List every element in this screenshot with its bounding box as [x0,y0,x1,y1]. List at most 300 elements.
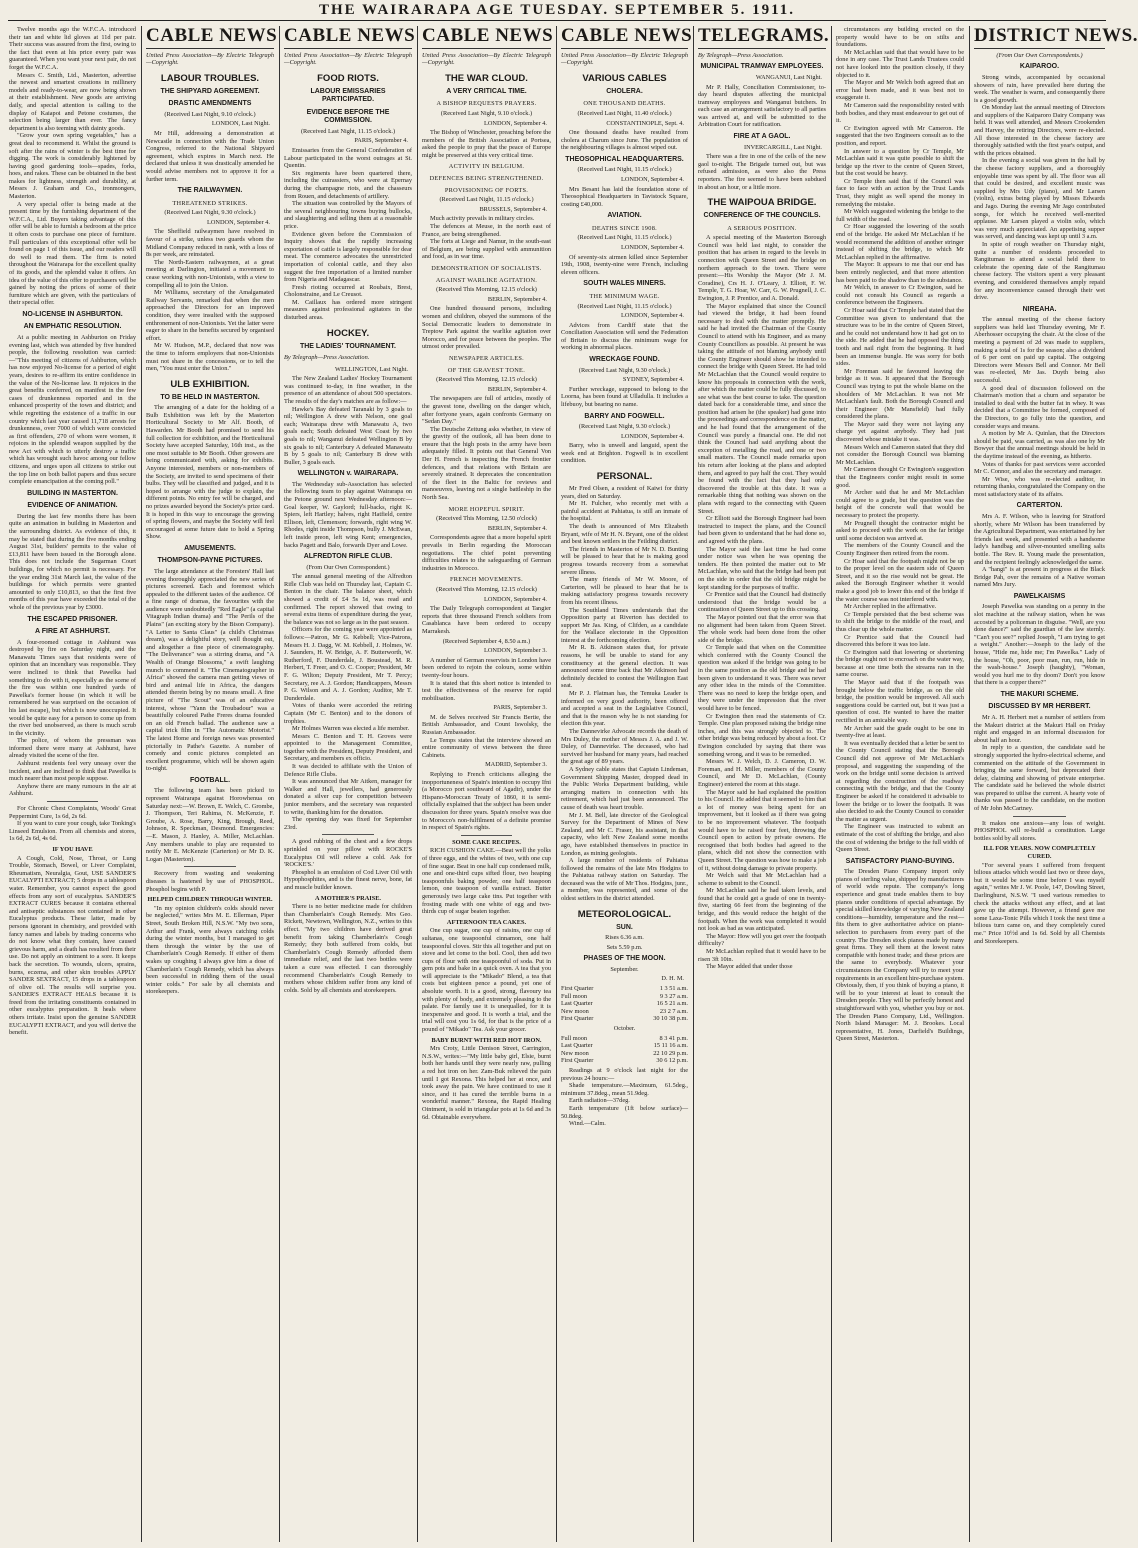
headline: CARTERTON. [1016,502,1063,510]
paragraph: One hundred thousand persons, including women and children, obeyed the summons of the Social Democratic leaders to demonstrate in Treptow Park against the warlike agitation over Morocco, and for peace between the peoples. The utmost order prevailed. [422,305,551,351]
headline: THE RAILWAYMEN. [177,187,243,195]
paragraph: Mr Archer said the grade ought to be one in twenty-five at least. [836,724,964,740]
paragraph: Mr P. Hally, Conciliation Commissioner, to-day heard disputes affecting the municipal tramway employees and Wanganui butchers. In each case an arrangement satisfactory to all parties was arrived at, and will be submitted to the Arbitration Court for ratification. [698,83,826,129]
subheadline: CONFERENCE OF THE COUNCILS. [703,212,821,220]
headline: PHASES OF THE MOON. [583,955,666,963]
paragraph: Mr H. Fulcher, who recently met with a painful accident at Pahiatua, is still an inmate of the hospital. [561,500,688,523]
paragraph: The Mayor pointed out that the error was that no alignment had been taken from Queen Street. The whole work had been done from the other side of the bridge. [698,613,826,644]
headline: FOOTBALL. [189,776,231,784]
headline: LABOUR TROUBLES. [160,72,260,84]
dateline: LONDON, September 4. [621,175,684,183]
dateline: WANGANUI, Last Night. [755,73,822,81]
subheadline: THREATENED STRIKES. [172,199,248,207]
headline: THE MAKURI SCHEME. [1000,690,1079,698]
dateline: LONDON, September 4. [621,432,684,440]
paragraph: Emissaries from the General Confederation of Labour participated in the worst outrages at St. Quentin. [284,147,412,170]
paragraph: The Dresden Piano Company import only pianos of sterling value, shipped by manufacturers of world wide repute. The company's long experience and great trade enables them to buy pianos under conditions of special advantage. By special skilled knowledge of varying New Zealand conditions—humidity, temperature and the rest—fits them to give authoritative advice on piano-selection to purchasers from every part of the country. The Dresden stock pianos made by many great firms. They sell them at the lowest rates compatible with honest trade; and these prices are the same to everybody. Whatever your circumstances the Company will try to meet your requirements in an excellent hire-purchase system. Obviously, then, if you think of buying a piano, it will be to your interest at least to consult the Dresden people. They will be perfectly honest and straightforward with you, whether you buy or not. The Dresden Piano Company, Ltd., Wellington. North Island Manager: M. J. Brookes. Local representative, H. Jones, Darfield's Buildings, Queen Street, Masterton. [836,868,964,1043]
received-line: (Received This Morning, 12.15 o'clock) [436,376,537,384]
headline: THE WAIPOUA BRIDGE. [707,197,817,209]
paragraph: The Mayor and Mr Welch both agreed that an error had been made, and it was best not to exaggerate it. [836,79,964,102]
paragraph: Cr Temple then said that if the Council was face to face with an action by the Trust Lands Trust, they might as well spend the money in remedying the mistake. [836,177,964,208]
subheadline: THOMPSON-PAYNE PICTURES. [157,557,263,565]
paragraph: Shade temperature.—Maximum, 61.5deg., minimum 37.8deg., mean 51.9deg. [561,1082,688,1097]
paragraph: Votes of thanks for past services were accorded Mr C. Connor, and also the secretary and manager. [974,460,1105,476]
paragraph: During the last few months there has been quite an animation in building in Masterton and the surrounding district. As evidence of this, it may be stated that during the five months ending August 31st, builders' permits to the value of £13,811 have been issued in the Borough alone. This does not include the Sugarman Court buildings, for which no permit is necessary. For the year ending 31st March last, the value of the buildings for which permits were granted amounted to only £10,813, so that the first five months of this year have exceeded the total of the whole of the previous year by £3000. [9,512,136,611]
paragraph: A large number of residents of Pahiatua followed the remains of the late Mrs Hodgins to the Pahiatua railway station on Saturday. The deceased was the wife of Mr Thos. Hodgins, junr., a member, was represented, and some of the oldest settlers in the district attended. [561,857,688,903]
moon-phase-time: 15 11 16 a.m. [653,1042,688,1050]
paragraph: The Mayor said he had explained the position to his Council. He added that it seemed to him that a lot of money was being spent for an improvement, but it looked as if there was going to be no improvement whatever. The footpath would have to be raised four feet, throwing the Council open to action by private owners. He recognised that both bodies had agreed to the plans, which did not show the connection with Queen Street. The question was how to make a job of it, without doing damage to private property. [698,788,826,872]
paragraph: Mr Cameron said the responsibility rested with both bodies, and they must endeavour to get out of it. [836,101,964,125]
received-line: (Received Last Night, 11.40 o'clock.) [577,109,672,117]
advertisement: A Cough, Cold, Nose, Throat, or Lung Trouble, Stomach, Bowel, or Liver Complaint, Rheumatism, Neuralgia, Gout, USE SANDER'S EUCALYPTI EXTRACT; 5 drops in a tablespoon water. Remember, you cannot expect the good effects from any sort of eucalyptus. SANDER'S EXTRACT CURES because it contains ethereal and antiseptic substances not contained in other Eucalyptus products. These latter, made by persons ignorant in chemistry, and provided with fancy names and labels by trading concerns who do not know what they contain, have caused grievous harm, and a death has resulted from their use. Do not apply an ointment to a sore. It keeps back the secretion. To wounds, ulcers, sprains, burns, eczema, and other skin troubles APPLY SANDER SEXTRACT, 15 drops in a tablespoon of olive oil. The results will surprise you. SANDER'S EXTRACT HEALS because it is freed from the irritating constituents contained in other eucalyptus preparation. It heals where others irritate. Insist upon the genuine SANDER EUCALYPTI EXTRACT, and you will derive the benefit. [9,854,136,1037]
advertisement: A good rubbing of the chest and a few drops sprinkled on your pillow with ROCKE'S Eucalyptus Oil will relieve a cold. Ask for 'ROCKE'S.' [284,838,412,869]
paragraph: The forts at Liege and Namur, in the south-east of Belgium, are being supplied with ammunition and food, as in war time. [422,238,551,261]
ad-heading: SOME CAKE RECIPES. [452,838,521,846]
paragraph: Replying to French criticisms alleging the inopportuneness of Spain's intention to occupy Ifni (a Morocco port southward of Agadir), under the Hispano-Moroccan Treaty of 1860, it is semi-officially explained that the subject has been under discussion for three years. Spain's resolve was due to Morocco's non-fulfilment of a definite promise in respect of Spain's rights. [422,771,551,832]
dateline: BERLIN, September 4. [487,385,547,393]
moon-phase-row [561,985,688,993]
paragraph: Mr W. Hudson, M.P., declared that now was the time to inform employers that non-Unionists must not share in the concessions, or to tell the men, "You must enter the Union." [146,342,274,373]
headline: SATISFACTORY PIANO-BUYING. [845,857,955,865]
moon-phase-time: 22 10 29 p.m. [653,1049,688,1057]
paragraph: Ashhurst residents feel very uneasy over the incident, and are inclined to think that Pawelka is much nearer than most people suppose. [9,760,136,783]
moon-phase-name: Last Quarter [561,1000,593,1008]
paragraph: It was decided to affiliate with the Union of Defence Rifle Clubs. [284,763,412,778]
paragraph: Mr Williams, secretary of the Amalgamated Railway Servants, remarked that when the men approached the Directors for an improved condition, they were insulted with the supposed enthronement of non-Unionists. Yet the latter were eager to share in the benefits secured by organised effort. [146,289,274,342]
paragraph: The North-Eastern railwaymen, at a great meeting at Darlington, initiated a movement to cease working with non-Unionists, with a view to compelling all to join the Union. [146,258,274,289]
paragraph: The defences at Meuse, in the north east of France, are being strengthened. [422,223,551,238]
received-line: (Received This Morning, 12.15 o'clock) [436,286,537,294]
column-divider [141,26,142,1542]
moon-phase-name: New moon [561,1049,589,1057]
ad-heading: ILL FOR YEARS. NOW COMPLETELY CURED. [983,845,1096,861]
paragraph: Hawke's Bay defeated Taranaki by 3 goals to nil; Wellington A drew with Nelson, one goal each; Wairarapa drew with Manawatu A, two goals each; South defeated West Coast by two goals to nil; Wanganui defeated Wellington B by six goals to nil; Canterbury A defeated Manawatu B by 5 goals to nil; Canterbury B drew with Buller, 3 goals each. [284,405,412,466]
paragraph: Mrs Besant has laid the foundation stone of Theosophical Headquarters in Tavistock Square, costing £40,000. [561,185,688,208]
headline: BARRY AND FOGWELL. [584,412,665,420]
paragraph: The Daily Telegraph correspondent at Tangier reports that three thousand French soldiers from Casablanca have been ordered to occupy Marrakesh. [422,605,551,635]
paragraph: Votes of thanks were accorded the retiring Captain (Mr C. Benton) and to the donors of trophies. [284,702,412,725]
divider [322,834,373,835]
paragraph: Mrs A. F. Wilson, who is leaving for Stratford shortly, where Mr Wilson has been transferred by the Agricultural Department, was entertained by her friends last week, and presented with a handsome lady's handbag and silver-mounted smelling salts bottle. The Rev. R. Young made the presentation, and the recipient feelingly acknowledged the same. [974,512,1105,566]
headline: THE ESCAPED PRISONER. [27,615,118,623]
paragraph: In spite of rough weather on Thursday night, quite a number of residents proceeded to Rangitumau to attend a social held there to celebrate the opening date of the Rangitumau cheese factory. The visitors spent a very pleasant evening, and considered themselves amply repaid for any inconvenience caused through their wet drive. [974,240,1105,302]
moon-phase-row [561,1057,688,1065]
paragraph: Cr Hoar suggested the lowering of the south end of the bridge. He asked Mr McLachlan if he would recommend the addition of another stringer instead of shifting the bridge, to which Mr McLachlan replied in the affirmative. [836,223,964,261]
paragraph: The situation was controlled by the Mayors of the several neighbouring towns buying bullocks, and slaughtering and selling them at a reasonable price. [284,200,412,230]
paragraph: The Mayor said the last time he had come under notice was when he was opening the tenders. He then pointed the matter out to Mr McLachlan, who said that the bridge had been put on the side in order that the old bridge might be kept standing for the purposes of traffic. [698,545,826,591]
section-title: CABLE NEWS [146,26,274,49]
paragraph: In reply to a question, the candidate said he strongly supported the hydro-electrical scheme, and commented on the attitude of the Government in bringing the same forward, but deprecated their delay, claiming and showing of private enterprise. The candidate said he believed the whole district was prepared to utilise the current. A hearty vote of thanks was passed to the candidate, on the motion of Mr John McCartney. [974,744,1105,813]
headline: PERSONAL. [596,471,653,482]
credit-line: By Telegraph—Press Association. [284,354,370,362]
headline: FIRE AT A GAOL. [733,133,791,141]
dateline: LONDON, Last Night. [211,120,270,128]
paragraph: Cr Temple persisted that the best scheme was to shift the bridge to the middle of the road, and thus clear up the whole matter. [836,610,964,633]
headline: ALFREDTON RIFLE CLUB. [303,553,393,561]
moon-phase-name: Full moon [561,992,588,1000]
paragraph: The Engineer was instructed to submit an estimate of the cost of shifting the bridge, and also the cost of widening the bridge to the full width of Queen Street. [836,823,964,854]
headline: FRENCH MOVEMENTS. [450,576,523,584]
paragraph: The opening day was fixed for September 23rd. [284,816,412,831]
paragraph: Mr Hill, addressing a demonstration at Newcastle in connection with the Trade Union Congress, referred to the National Shipyard agreement, which expires in March next. He declared that unless it was drastically amended he would advise members not to approve it for a further term. [146,130,274,183]
paragraph: Mr R. B. Atkinson states that, for private reasons, he will be unable to stand for any constituency at the general election. It was announced some time back that Mr Atkinson had definitely decided to contest the Wellington East seat. [561,644,688,690]
headline: SOUTH WALES MINERS. [583,280,666,288]
paragraph: Mr Welch, in answer to Cr Ewington, said he could not consult his Council as regards a conference between the Engineers. [836,284,964,307]
moon-phase-time: 30 10 38 p.m. [653,1015,688,1023]
paragraph: Mr P. J. Flatman has, the Temuka Leader is informed on very good authority, been offered and accepted a seat in the Legislative Council, and that is the reason why he is not standing for election this year. [561,690,688,728]
credit-line: (From Our Own Correspondent.) [306,563,390,571]
paragraph: Mr Foreman said he favoured leaving the bridge as it was. It appeared that the Borough Council was trying to put the whole blame on the shoulders of Mr McLachlan. It was not Mr McLachlan's fault. Both the Borough Council and their Engineer (Mr Mansfield) had fully considered the plans. [836,367,964,421]
paragraph: The friends in Masterton of Mr N. D. Bunting will be pleased to hear that he is making good progress towards recovery from a somewhat severe illness. [561,545,688,576]
paragraph: Cr Prentice said that the Council had discovered this before it was too late. [836,633,964,649]
moon-phase-name: Full moon [561,1034,588,1042]
dateline: LONDON, September 4. [621,312,684,320]
paragraph: In the evening a social was given in the hall by the cheese factory suppliers, and a thoroughly enjoyable time was spent by all. The floor was all that could be desired, and excellent music was supplied by Mrs Udy (piano), and Mr Larsen (violin), extras being played by Misses Edwards and Jago. During the evening Mr Jago contributed songs, for which he received well-merited applause. Mr Larsen played a violin solo, which was very much appreciated. An appetising supper was served, and dancing was kept up until 3 a.m. [974,157,1105,241]
headline: BUILDING IN MASTERTON. [27,489,118,497]
paragraph: The Sheffield railwaymen have resolved in favour of a strike, unless two guards whom the Midland Company reduced in rank, with a loss of 8s per week, are reinstated. [146,228,274,259]
subheadline: AN EMPHATIC RESOLUTION. [23,323,122,331]
month-label: September. [610,965,639,973]
advertisement: One cup sugar, one cup of raisins, one cup of sultanas, one teaspoonful cinnamon, one half teaspoonful cloves. Stir this all together and put on stove and let come to the boil. Cool, then add two cups of flour with one teaspoonful of soda. Put in gem pots and bake in a quick oven. A tea that you will appreciate is the "Mikado" Blend, a tea that costs but eighteen pence a pound, yet one of absolute worth. It is a good, strong, flavoury tea with plenty of body, and extremely pleasing to the palate. For family use it is unequalled, for it is inexpensive and good. It is worth a trial, and the trial will cost you 1s 6d, for that is the price of a pound of "Mikado" Tea. Ask your grocer. [422,927,551,1034]
subheadline: DISCUSSED BY MR HERBERT. [988,703,1091,711]
subheadline: THE MINIMUM WAGE. [589,292,660,300]
subheadline: DEFENCES BEING STRENGTHENED. [429,175,544,183]
subheadline: AGAINST WARLIKE AGITATION. [435,276,538,284]
column-divider [693,26,694,1542]
headline: HOCKEY. [326,327,370,339]
sun-sets: Sets 5.59 p.m. [606,943,643,951]
paragraph: A number of German reservists in London have been ordered to rejoin the colours, some within twenty-four hours. [422,656,551,679]
advertisement: Phosphol is an emulsion of Cod Liver Oil with Hypophosphites, and is the finest nerve, bone, fat and muscle builder known. [284,868,412,891]
paragraph: The annual meeting of the cheese factory suppliers was held last Thursday evening, Mr F. Aberhosser occupying the chair. At the close of the meeting a payment of 2d was made to suppliers, making a total of 1s for the season; also a dividend of 6 per cent on paid up capital. The outgoing Directors were Messrs Bell and Connor. Mr Bell was re-elected, Mr Jas. Duyth being also successful. [974,316,1105,384]
masthead-rule [8,20,1106,21]
paragraph: A "hangi" is at present in progress at the Black Bridge Pah, over the remains of a Native woman named Mrs Jury. [974,566,1105,589]
moon-table-october [561,1035,688,1065]
dateline: WELLINGTON, Last Night. [335,365,408,373]
moon-phase-time: 1 3 51 a.m. [659,985,688,993]
headline: NO-LICENSE IN ASHBURTON. [22,310,123,318]
paragraph: The Mayor: How will you get over the footpath difficulty? [698,932,826,948]
dateline: LONDON, September 4. [484,595,547,603]
paragraph: Barry, who is unwell and languid, spent the week end at Brighton. Fogwell is in excellent condition. [561,442,688,465]
headline: DEMONSTRATION OF SOCIALISTS. [431,265,542,272]
paragraph: Six regiments have been quartered there, including the cuirassiers, who were at Epernay during the champagne riots, and the chasseurs from Rouen, and detachments of artillery. [284,169,412,200]
moon-phase-row [561,1015,688,1023]
paragraph: Cr Ewington agreed with Mr Cameron. He suggested that the two Engineers consult as to the position, and report. [836,124,964,147]
moon-phase-name: First Quarter [561,1015,594,1023]
paragraph: A Sydney cable states that Captain Lindeman, Government Shipping Master, dropped dead in the Public Works Department building, while arranging matters in connection with his retirement, which had just been announced. The cause of death was heart trouble. [561,765,688,811]
paragraph: In answer to a question by Cr Temple, Mr McLachlan said it was quite possible to shift the bridge up the river to the centre of Queen Street, but the cost would be heavy. [836,147,964,178]
paragraph: The death is announced of Mrs Elizabeth Bryant, wife of Mr H. N. Bryant, one of the oldest and best known settlers in the Feilding district. [561,522,688,546]
received-line: (Received Last Night, 11.15 o'clock.) [300,127,396,135]
headline: PAWELKAISMS [1013,592,1066,600]
dateline: BERLIN, September 4. [487,524,547,532]
column-divider [969,26,970,1542]
paragraph: Strong winds, accompanied by occasional showers of rain, have prevailed here during the week. The weather is warm, and consequently there is a good growth. [974,73,1105,104]
advertisement: RICH CUSHION CAKE.—Beat well the yolks of three eggs, and the whites of two, with one cup of fine sugar. Beat in one half cup condensed milk, one and one-third cups sifted flour, two heaping teaspoonfuls baking powder, one half teaspoon lemon, one teaspoon of vanilla extract. Butter generously two large cake tins. Put together with frosting made with one white of egg and two-thirds cup of sugar beaten together. [422,847,551,916]
dateline: LONDON, September 4. [484,119,547,127]
moon-phase-row [561,993,688,1001]
paragraph: Mr Holmes Warren was elected a life member. [292,725,410,733]
received-line: (Received Last Night, 9.30 o'clock.) [578,366,671,374]
paragraph: The Dannevirke Advocate records the death of Mrs Duley, the mother of Messrs J. A. and J. W. Duley, of Dannevirke. The deceased, who had survived her husband for many years, had reached the great age of 89 years. [561,728,688,766]
subheadline: EVIDENCE OF ANIMATION. [27,502,118,510]
paragraph: The members of the County Council and the County Engineer then retired from the room. [836,542,964,557]
credit-line: By Telegraph—Press Association. [698,52,784,59]
column-8 [974,25,1138,1542]
dateline: BRUSSELS, September 4. [479,205,547,213]
headline: AVIATION. [607,212,642,220]
paragraph: Mr Wise, who was re-elected auditor, in returning thanks, congratulated the Company on the most satisfactory state of its affairs. [974,475,1105,498]
moon-phase-time: 23 2 7 a.m. [659,1007,688,1015]
paragraph: One thousand deaths have resulted from cholera at Charum since June. The population of the neighbouring villages is almost wiped out. [561,129,688,152]
headline: MUNICIPAL TRAMWAY EMPLOYEES. [700,63,824,71]
paragraph: The annual general meeting of the Alfredton Rifle Club was held on Thursday last, Captain C. Benton in the chair. The balance sheet, which showed a credit of £4 5s 1d, was read and confirmed. The report showed that owing to several extra items of expenditure during the year, the balance was not so large as in the past season. [284,573,412,626]
moon-phase-row [561,1035,688,1043]
paragraph: It was announced that Mr Aitken, manager for Walker and Hall, jewellers, had generously donated a silver cup for competition between junior members, and the secretary was requested to write, thanking him for the donation. [284,778,412,816]
column-2 [146,25,278,1542]
paragraph: A motion by Mr A. Quinlan, that the Directors should be paid, was carried, as was also one by Mr Bowyer that the annual meetings should be held in the daytime instead of the evening, as hitherto. [974,430,1105,460]
paragraph: The Bishop of Winchester, preaching before the members of the British Association at Portsea, asked the people to pray that the peace of Europe might be preserved at this very critical time. [422,129,551,159]
received-line: (Received Last Night, 9.10 o'clock.) [164,110,256,118]
ad-heading: A MOTHER'S PRAISE. [315,894,381,902]
table-header: D. H. M. [661,975,684,983]
received-line: (Received This Morning, 12.15 o'clock) [436,585,537,593]
column-divider [279,26,280,1542]
advertisement: Recovery from wasting and weakening diseases is hastened by use of PHOSPHOL. Phosphol begins with P. [146,870,274,893]
moon-phase-name: First Quarter [561,1057,594,1065]
paragraph: Further wreckage, supposed to belong to the Loorna, has been found at Ulladulla. It includes a lifebuoy, but bearing no name. [561,385,688,408]
subheadline: EVIDENCE BEFORE THE COMMISSION. [306,108,390,125]
paragraph: The Deutsche Zeitung asks whether, in view of the gravity of the outlook, all has been done to ensure that the high posts in the army have been adequately filled. It points out that General Von Der H. French is inspecting the French frontier defences, and that relations with Britain are severely strained. It deprecates the concentration of the fleet in the Baltic for reviews and manoeuvres, leaving not a single battleship in the North Sea. [422,425,551,502]
headline: WRECKAGE FOUND. [589,356,660,364]
paragraph: The many friends of Mr W. Moore, of Carterton, will be pleased to hear that he is making satisfactory progress towards recovery from his recent illness. [561,576,688,606]
paragraph: It was eventually decided that a letter be sent to the County Council stating that the Borough Council did not approve of Mr McLachlan's proposal, and suggesting the suspending of the work on the bridge until some decision is arrived at regarding the construction of the roadway connecting with the bridge, and that the County Engineer be asked if he considered it advisable to lower the bridge or to lower the footpath. It was also decided to ask the County Council to consider the matter as urgent. [836,739,965,823]
paragraph: The Southland Times understands that the Opposition party at Riverton has decided to support Mr Jas. King, of Clifden, as a candidate for the Wallace electorate in the Opposition interest at the forthcoming election. [561,606,688,644]
section-title: DISTRICT NEWS. [974,26,1105,49]
paragraph: The large attendance at the Foresters' Hall last evening thoroughly appreciated the new series of pictures screened. Each and foremost which appealed to the different tastes of the audience. Of a fine range of dramas, the favourites with the audience were undoubtedly "Red Eagle" (a capital Vitagraph Indian drama) and "The Perils of the Plains" (an exciting story by the Bison Company). "A Letter to Santa Claus" (a child's Christmas dream), was a delightful story, well thought out, and altogether a fine piece of cinematography. "The Deliverance" was a stirring drama, and "A Wealth of Orange Blossoms," a swift laughing munch to commend it. "The Cinematographer in Africa" showed the camera man getting views of bird and animal life in Africa, the dangers attended therein being by no means small. A fine picture of "The Scout" was of an educative interest, whose "Yann the Troubadour" was a beautifully coloured Pathe Freres drama founded on an old French ballad. The audience saw a capital trick film in "The Automatic Motorist." The latest Home and foreign news was presented pictorially in Pathe's Gazette. A number of comedy and comic pictures completed an excellent programme, which will be shown again to-night. [146,567,274,773]
received-line: (Received Last Night, 11.15 o'clock.) [577,166,672,174]
section-title: CABLE NEWS [422,26,551,49]
headline: AMUSEMENTS. [184,544,236,552]
received-line: (Received Last Night, 9.30 o'clock.) [164,209,256,217]
headline: THEOSOPHICAL HEADQUARTERS. [565,155,684,163]
paragraph: Cr Prentice said that the Council had distinctly understood that the bridge would be a continuation of Queen Street up to this crossing. [698,591,826,614]
paragraph: Mr Welch suggested widening the bridge to the full width of the road. [836,208,964,223]
paragraph: Cr Ewington said that lowering or shortening the bridge ought not to encroach on the water way, because at one time both the streams ran in the same course. [836,648,964,679]
paragraph: Anyhow there are many rumours in the air at Ashhurst. [9,782,136,798]
received-line: (Received September 4, 8.50 a.m.) [442,637,531,645]
paragraph: Cr Temple said that when on the Committee which conferred with the County Council the question was asked if the bridge was going to be in the same position as the old bridge and he had been given to understand it was. There was never any other idea in the minds of the Committee. There was no need to keep the bridge open, and they were under the impression that the river would have to be fenced. [698,644,826,713]
credit-line: United Press Association—By Electric Telegraph—Copyright. [146,52,274,67]
masthead: THE WAIRARAPA AGE TUESDAY. SEPTEMBER 5. 1911. [318,2,796,18]
headline: ACTIVITY IN BELGIUM. [448,163,525,171]
paragraph: Messrs Welch and Cameron stated that they did not consider the Borough Council was blaming Mr McLachlan. [836,443,964,466]
ad-heading: IF YOU HAVE [52,846,93,853]
headline: FOOD RIOTS. [317,72,379,84]
divider [1013,816,1065,817]
paragraph: Earth temperature (1ft below surface)—50.8deg. [561,1104,688,1120]
paragraph: Evidence given before the Commission of Inquiry shows that the rapidly increasing exportation of cattle is largely responsible for dear meat. The commerce advocates the unrestricted importation of colonial cattle, and they also suggest the free importation of a limited number from Nigeria and Madagascar. [284,230,412,284]
paragraph: There was a fire in one of the cells of the new gaol to-night. The Brigade turned out, but was refused admission, as were also the Press reporters. The fire seemed to have been subdued in about an hour, or a little more. [698,153,826,191]
dateline: MADRID, September 3. [485,761,547,769]
paragraph: Mr McLachlan said he had taken levels, and found that he could get a grade of one in twenty-five, starting 66 feet from the beginning of the bridge, and this would reduce the height of the footpath. When the work was completed it would not look as bad as was anticipated. [698,887,826,933]
section-title: CABLE NEWS [284,26,412,49]
dateline: INVERCARGILL, Last Night. [743,143,822,151]
dateline: LONDON, September 3. [484,647,547,655]
paragraph: A very special offer is being made at the present time by the furnishing department of the W.F.C.A., Ltd. Buyers taking advantage of this offer will be able to furnish a bedroom at the price it often costs to purchase one piece of furniture. Full particulars of this exceptional offer will be found on page 1 of this issue, and our readers will do well to read them. The firm is noted throughout the Wairarapa for the excellent quality of its goods, and the splendid value it offers. An idea of the value of this offer to purchasers will be gained by noting the prices of some of their furniture which are given, with the particulars of their special offer. [9,200,136,307]
dateline: LONDON, September 4. [207,218,270,226]
subheadline: PROVISIONING OF FORTS. [444,186,529,194]
dateline: PARIS, September 4. [354,137,408,145]
paragraph: Mr Prugnell thought the contractor might be asked to proceed with the work on the far bridge until some decision was arrived at. [836,519,964,542]
subheadline: A BISHOP REQUESTS PRAYERS. [436,100,537,108]
paragraph: Advices from Cardiff state that the Conciliation Association will send the Federation of Britain to discuss the minimum wage for working in abnormal places. [561,321,688,352]
paragraph: Mr McLachlan replied that it would have to be risen 3ft 10in. [698,948,826,963]
advertisement: If you want to cure your cough, take Tonking's Linseed Emulsion. From all chemists and stores, 1s 6d, 2s 6d, 4s 6d. [9,820,136,843]
paragraph: The police, of whom the pressman was informed there were many at Ashhurst, have already visited the scene of the fire. [9,737,136,760]
paragraph: A good deal of discussion followed on the Chairman's motion that a churn and separator be installed to deal with the butter fat in whey. It was decided that a Committee be formed, composed of the Directors, to go fully into the question, and consider ways and means. [974,384,1105,430]
received-line: (Received Last Night, 11.15 o'clock.) [577,302,672,310]
paragraph: Readings at 9 o'clock last night for the previous 24 hours:— [561,1066,688,1082]
dateline: SYDNEY, September 4. [622,376,684,384]
column-divider [831,26,832,1542]
credit-line: United Press Association—By Electric Telegraph—Copyright. [422,52,551,67]
paragraph: M. de Selves received Sir Francis Bertie, the British Ambassador, and Count Iswolsky, the Russian Ambassador. [422,713,551,737]
column-1 [9,26,136,1542]
dateline: PARIS, September 3. [493,704,547,712]
paragraph: On Monday last the annual meeting of Directors and suppliers of the Kaiparoro Dairy Company was held. It was well attended, and Messrs Crookenden and Harvey, the retiring Directors, were re-elected. All those interested in the cheese factory are thoroughly satisfied with the first year's output, and with the prices obtained. [974,104,1105,157]
section-title: CABLE NEWS [561,26,688,49]
moon-phase-row [561,1008,688,1016]
paragraph: It is stated that this short notice is intended to test the effectiveness of the reserve for rapid mobilisation. [422,679,551,702]
paragraph: Mr A. H. Herbert met a number of settlers from the Makuri district at the Makuri Hall on Friday night and engaged in an informal discussion for about half an hour. [974,713,1105,744]
paragraph: Cr Hoar said that the footpath might not be up to the proper level on the eastern side of Queen Street, and it so the rise would not be great. He asked the Borough Engineer whether it would make a good job to lower this end of the bridge if the water course was not interfered with. [836,557,964,603]
column-5 [561,25,693,1542]
moon-phase-name: First Quarter [561,985,594,993]
paragraph: Le Temps states that the interview showed an entire community of views between the three Cabinets. [422,736,551,759]
paragraph: Mr McLachlan said that that would have to be done in any case. The Trust Lands Trustees could not have looked into the position closely, if they objected to it. [836,48,964,79]
ad-heading: HELPED CHILDREN THROUGH WINTER. [147,896,273,904]
moon-phase-time: 16 5 21 a.m. [656,1000,688,1008]
moon-phase-time: 30 6 12 p.m. [656,1057,688,1065]
received-line: (Received Last Night, 11.15 o'clock.) [439,196,534,204]
column-7 [836,26,964,1542]
received-line: (Received Last Night, 9.30 o'clock.) [578,423,671,431]
paragraph: Cr Elliott said the Borough Engineer had been instructed to inspect the plans, and the Council had been given to understand that he had done so, and agreed with the plans. [698,515,826,545]
divider [184,866,235,867]
subheadline: ONE THOUSAND DEATHS. [583,100,666,108]
subheadline: THE SHIPYARD AGREEMENT. [160,87,260,95]
paragraph: Messrs C. Smith, Ltd., Masterton, advertise the newest and smartest creations in millinery models and ready-to-wear, are now being shown at their establishment. New goods are arriving daily, and special attention is calling to the display of Kaiapoi and Petone costumes, the selection being larger than ever. The fancy department is also teeming with dainty goods. [9,71,136,132]
subheadline: CHOLERA. [606,87,643,95]
headline: METEOROLOGICAL. [577,908,672,920]
dateline: LONDON, September 4. [621,244,684,252]
paragraph: The Mayor said they were not laying any charge yet against anybody. They had just discovered whose mistake it was. [836,420,964,444]
headline: VARIOUS CABLES [582,72,667,84]
paragraph: Messrs C. Benton and T. H. Groves were appointed to the Management Committee, together with the President, Deputy President, and Secretary, and members ex officio. [284,732,412,763]
subheadline: SUN. [616,923,633,931]
ad-heading: AFTERNOON TEA CAKES. [446,918,527,926]
moon-phase-row [561,1000,688,1008]
column-3 [284,25,416,1542]
advertisement: There is no better medicine made for children than Chamberlain's Cough Remedy. Mrs Geo. Rickett, Newtown, Wellington, N.Z., writes to this effect. "My two children have derived great benefit from taking Chamberlain's Cough Remedy; they both suffered from colds, but Chamberlain's Cough Remedy afforded them immediate relief, and the last two bottles were taken a cure was effected. I can thoroughly recommend Chamberlain's Cough Remedy to mothers whose children suffer from any kind of colds. Sold by all chemists and storekeepers. [284,903,412,994]
divider [461,835,513,836]
paragraph: Much activity prevails in military circles. [430,215,535,223]
moon-phase-time: 9 3 27 a.m. [659,992,688,1000]
paragraph: Wind.—Calm. [569,1120,606,1128]
moon-table-september [561,985,688,1023]
credit-line: United Press Association—By Electric Telegraph—Copyright. [284,52,412,67]
subheadline: A SERIOUS POSITION. [727,224,797,232]
paragraph: The Wednesday sub-Association has selected the following team to play against Wairarapa on the Petone ground next Wednesday afternoon:—Goal keeper, W. Gaylord; full-backs, right K. Spiers, left Hartley; halves, right Hatfield, centre Ellison, left, Clemenson; forwards, right wing W. Rhodes, right inside Thompson, bully J. McEwan, left inside preon, left wing Kent; emergencies, backs Pagett and Balo, forwards Dyer and Lowe. [284,480,412,549]
column-divider [417,26,418,1542]
paragraph: Messrs W. J. Welch, D. J. Cameron, D. W. Foreman, and H. Miller, members of the County Council, and Mr D. McLachlan, (County Engineer) entered the room at this stage. [698,758,826,788]
credit-line: (From Our Own Correspondents.) [996,52,1083,59]
paragraph: Mr Archer replied in the affirmative. [844,603,937,611]
headline: ULB EXHIBITION. [170,378,250,390]
paragraph: The New Zealand Ladies' Hockey Tournament was continued to-day, in fine weather, in the presence of an attendance of about 500 spectators. The results of the day's matches are as follow:— [284,375,412,405]
moon-phase-time: 8 3 41 p.m. [659,1034,688,1042]
paragraph: A special meeting of the Masterton Borough Council was held last night, to consider the position that has arisen in regard to the levels in connection with Queen Street and the bridge on northern approach to the town. There were present:—His Worship the Mayor (Mr J. M. Coradine), Crs H. J. O'Leary, J. Elliott, F. W. Temple, T. G. Hoar, W. Carr, G. W. Prugnell, J. C. Ewington, J. P. Prentice, and A. Donald. [698,234,826,302]
moon-phase-name: Last Quarter [561,1042,593,1050]
paragraph: M. Caillaux has ordered more stringent measures against professional agitators in the disturbed areas. [284,298,412,322]
paragraph: circumstances any building erected on the property would have to be on stilts and foundations. [836,26,964,49]
dateline: BERLIN, September 4. [487,295,547,303]
headline: THE WAR CLOUD. [445,72,528,84]
paragraph: The Mayor explained that since the Council had viewed the bridge, it had been found necessary to deal with the matter promptly. He said he had invited the Chairman of the County Council to attend with his Engineer, and as many County Councillors as possible. At present he was taking the attitude of not blaming anybody until the County Engineer should show he intended to connect the bridge with Queen Street. He had told Mr McLachlan that the Council would require to know his proposals in connection with the work, after which the matter could be fully discussed, to see what was the best course to take. The question dated back for a considerable time, and since the position had arisen he (the speaker) had gone into the proceedings and correspondence on the matter, and he had found that the arrangement of the Council was purely a financial one. He did not think the Council had said anything about the exception of metalling the road, and one or two small matters. The Council made remarks upon his return after looking at the plans and adopted them, and agreed to pay half the cost. They would be found with the fact that they had only discovered the trouble at this date. It was a remarkable thing that nothing was shown on the plans with regard to the connecting with Queen Street. [698,302,826,515]
headline: MORE HOPEFUL SPIRIT. [448,505,525,513]
paragraph: Earth radiation—37deg. [569,1097,630,1105]
paragraph: Cr Ewington then read the statements of Cr. Temple. One plan proposed raising the bridge nine inches, and this was strongly objected to. The other bridge was being reduced by about a foot. Cr Ewington concluded by saying that there was something wrong, and it was to be remedied. [698,712,826,758]
dateline: CONSTANTINOPLE, Sept. 4. [606,119,684,127]
paragraph: Twelve months ago the W.F.C.A. introduced their tan and white lid gloves at 11d per pair. Their success was assured from the first, owing to the fact that even at his price every pair was guaranteed. When you want your next pair, do not forget the W.F.C.A. [9,26,136,71]
paragraph: Mr Cameron thought Cr Ewington's suggestion that the Engineers confer might result in some good. [836,466,964,489]
advertisement: Mrs Croty, Little Denison Street, Carrington, N.S.W., writes:—"My little baby girl, Elsie, burnt both her hands until they were nearly raw, pulling a red hot iron on her. Zam-Buk relieved the pain until I got Rexona. This helped her at once, and took away the pain. We have continued to use it since, and it has cured the terrible burns in a wonderful manner." Rexona, the Rapid Healing Ointment, is sold in triangular pots at 1s 6d and 3s 6d. Obtainable everywhere. [422,1045,551,1121]
subheadline: DRASTIC AMENDMENTS [168,100,252,108]
section-title: TELEGRAMS. [698,26,826,49]
paragraph: "Grow your own spring vegetables," has a great deal to recommend it. Whilst the ground is soft after the rains of winter is the best time for digging. The work is considerably lightened by having good gardening tools—spades, forks, hoes, and rakes. These can be obtained in the best makes for lightness, strength and durability, at Messrs J. Graham and Co., ironmongers, Masterton. [9,132,136,201]
paragraph: The Mayor added that under those [706,963,793,971]
paragraph: The Mayor said that if the footpath was brought below the traffic bridge, as on the old bridge, the position would be improved. All such suggestions could be carried out, but it was just a question of cost. He wanted to have the matter rectified in an amicable way. [836,679,964,725]
moon-phase-name: New moon [561,1007,589,1015]
column-4 [422,25,554,1542]
paragraph: Mr Welch said that Mr McLachlan had a scheme to submit to the Council. [698,872,826,887]
subheadline: A VERY CRITICAL TIME. [446,87,527,95]
paragraph: The following team has been picked to represent Wairarapa against Horowhenua on Saturday next:—W. Brown, E. Welch, C. Grombe, J. Thompson, Teri Rahima, N. McKenzie, F. Groube, A. Rose, Barry, King, Brough, Reed, Johnson, R. Speckman, Desmond. Emergencies:—E. Mason, J. Hanley, A. Miller, McLachlan. Any members unable to play are requested to notify Mr E. McKenzie (Carterton) or Mr D. K. Logan (Masterton). [146,787,274,863]
ad-heading: BABY BURNT WITH RED HOT IRON. [431,1036,542,1044]
paragraph: Mr J. M. Bell, late director of the Geological Survey for the Department of Mines of New Zealand, and Mr C. Fraser, his assistant, in that capacity, who left New Zealand some months ago, have established themselves in practice in London, as mining geologists. [561,811,688,857]
column-divider [556,26,557,1542]
sun-rises: Rises 6.36 a.m. [605,934,644,942]
advertisement: "In my opinion children's colds should never be neglected," writes Mrs M. E. Ellerman, Piper Street, South Broken Hill, N.S.W. "My two sons, Arthur and Frank, were always catching colds during the winter months, but I managed to get them through the winter by the use of Chamberlain's Cough Remedy. If either of them wakes up coughing I always give him a dose of Chamberlain's Cough Remedy, which has always been successful in ridding them of the usual winter colds." For sale by all chemists and storekeepers. [146,904,274,996]
paragraph: The newspapers are full of articles, mostly of the gravest tone, dwelling on the danger which, after fortyone years, again confronts Germany on "Sedan Day." [422,395,551,426]
headline: NEWSPAPER ARTICLES. [448,354,525,362]
subheadline: A FIRE AT ASHHURST. [35,628,110,636]
advertisement: For Chronic Chest Complaints, Woods' Great Peppermint Cure, 1s 6d, 2s 6d. [9,805,136,820]
paragraph: Mr Fred Olsen, a resident of Kaiwi for thirty years, died on Saturday. [561,485,688,500]
moon-phase-row [561,1050,688,1058]
paragraph: Joseph Pawelka was standing on a penny in the slot machine at the railway station, when he was accosted by a policeman in disguise. "Well, are you done dance?" said the guardian of the law sternly. "Can't you see?" replied Joseph, "I am trying to get a weight." Another:—Joseph to the lady of the house, "Hide me, hide me; I'm Pawelka." Lady of the house, "Oh, poor, poor man, run, run, hide in the wash-house." Joseph (haughty), "Woman, would you hurl me to thy doom? Don't you know that there is a copper there?" [974,603,1105,687]
subheadline: OF THE GRAVEST TONE. [447,366,526,374]
paragraph: Correspondents agree that a more hopeful spirit prevails in Berlin regarding the Moroccan negotiations. The chief point preventing difficulties relates to the safeguarding of German industries in Morocco. [422,534,551,572]
received-line: (Received Last Night, 9.10 o'clock.) [440,109,533,117]
moon-phase-row [561,1042,688,1050]
paragraph: Cr Hoar said that Cr Temple had stated that the Committee was given to understand that the structure was to be in the centre of Queen Street, and he could not understand how it had got on to the side. He added that he had opposed the thing tooth and nail right from the beginning. It had been an immense bungle. He was sorry for both sides. [836,306,964,368]
paragraph: At a public meeting in Ashburton on Friday evening last, which was attended by five hundred people, the following resolution was carried:—"This meeting of citizens of Ashburton, which has now enjoyed No-license for a period of eight years, desires to re-affirm its entire confidence in the value of the No-license law. It rejoices in the great benefits conferred, on manifest in the few cases of drunkenness reported and in the enhanced prosperity of the town and district; and while regretting the existence of a traffic in our country which last year caused 11,718 arrests for drunkenness, over 7000 of which were convicted as first offenders, 270 of whom were women, it rejoices in the splendid weapon supplied by the new Act with which to utterly destroy a traffic which has wrought such havoc among our fellow citizens, and urges upon all citizens to strike out the top line on both ballot papers and thus secure complete emancipation at the coming poll." [9,333,136,486]
divider [47,801,98,802]
paragraph: The Mayor: It appears to me that our end has been entirely neglected, and that more attention has been paid to the shadow than to the substance. [836,261,964,284]
